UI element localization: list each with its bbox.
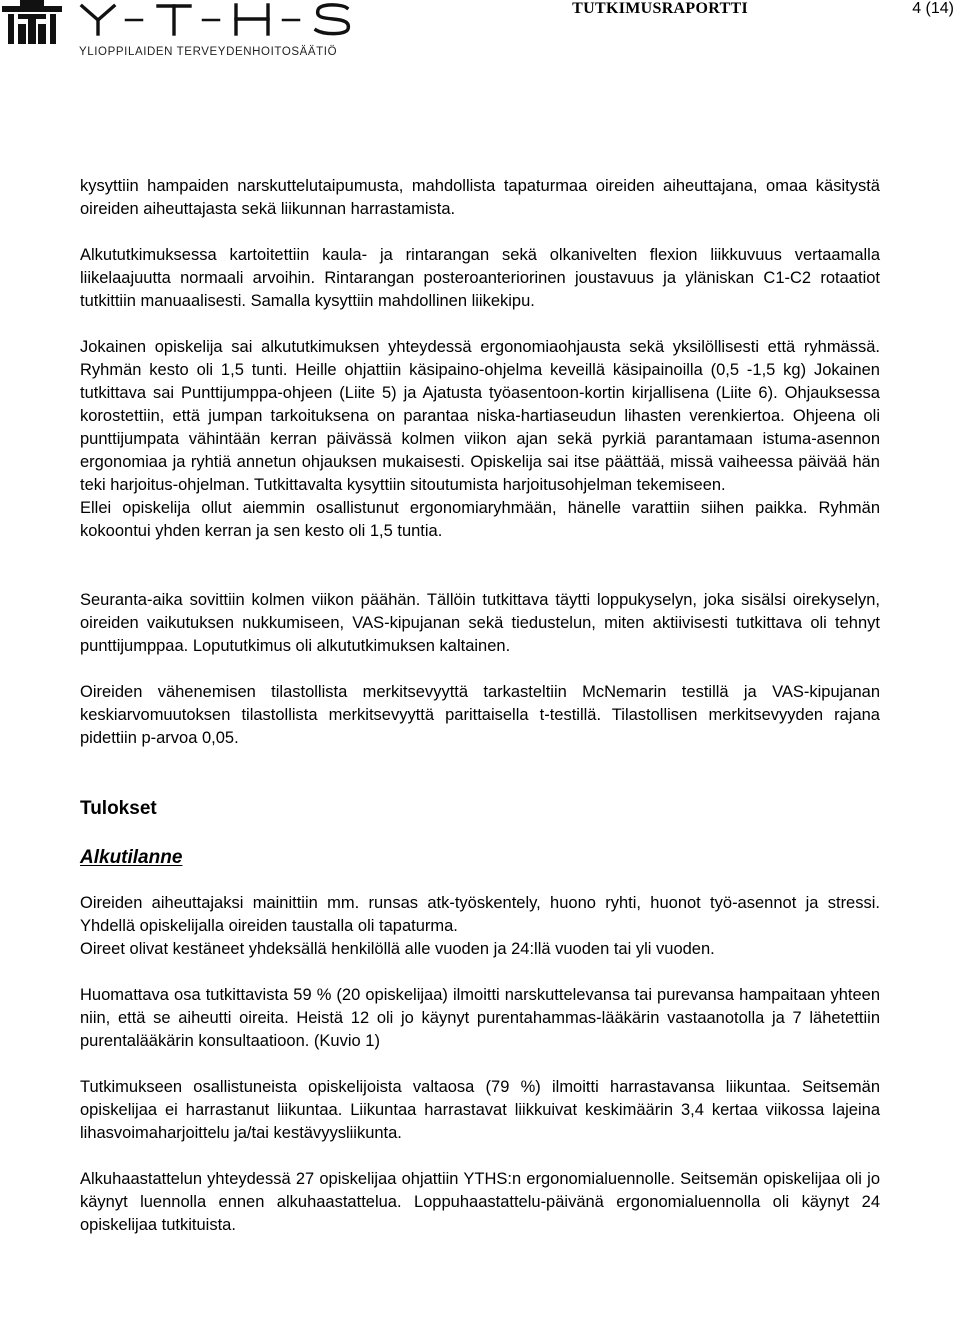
paragraph: Seuranta-aika sovittiin kolmen viikon päähän. Tällöin tutkittava täytti loppukyselyn, joka sisälsi oirekyselyn, oireiden vaikutuksen nukkumiseen, VAS-kipujanan sekä tiedustelun, miten aktiivisesti tutkittava oli tehnyt punttijumppaa. Lopututkimus oli alkututkimuksen kaltainen. [80,591,880,655]
paragraph: Huomattava osa tutkittavista 59 % (20 opiskelijaa) ilmoitti narskuttelevansa tai purevansa hampaitaan yhteen niin, että se aiheutti oireita. Heistä 12 oli jo käynyt purentahammas-lääkärin vastaanotolla ja 7 lähetettiin purentalääkärin konsultaatioon. (Kuvio 1) [80,986,880,1050]
paragraph: Alkuhaastattelun yhteydessä 27 opiskelijaa ohjattiin YTHS:n ergonomialuennolle. Seitsemän opiskelijaa oli jo käynyt luennolla ennen alkuhaastattelua. Loppuhaastattelu-päivänä ergonomialuennolla oli käynyt 24 opiskelijaa tutkituista. [80,1170,880,1234]
paragraph: Ellei opiskelija ollut aiemmin osallistunut ergonomiaryhmään, hänelle varattiin siihen paikka. Ryhmän kokoontui yhden kerran ja sen kesto oli 1,5 tuntia. [80,499,880,540]
paragraph: Oireiden vähenemisen tilastollista merkitsevyyttä tarkasteltiin McNemarin testillä ja VAS-kipujanan keskiarvomuutoksen tilastollista merkitsevyyttä parittaisella t-testillä. Tilastollisen merkitsevyyden rajana pidettiin p-arvoa 0,05. [80,683,880,747]
yths-logo [2,0,402,58]
paragraph: kysyttiin hampaiden narskuttelutaipumusta, mahdollista tapaturmaa oireiden aiheuttajana, omaa käsitystä oireiden aiheuttajasta sekä liikunnan harrastamista. [80,177,880,218]
yths-logo-mark [2,0,402,46]
paragraph: Oireet olivat kestäneet yhdeksällä henkilöllä alle vuoden ja 24:llä vuoden tai yli vuoden. [80,940,715,958]
subsection-heading-baseline: Alkutilanne [80,847,183,868]
document-body [80,175,880,1237]
paragraph: Tutkimukseen osallistuneista opiskelijoista valtaosa (79 %) ilmoitti harrastavansa liikuntaa. Seitsemän opiskelijaa ei harrastanut liikuntaa. Liikuntaa harrastavat liikkuivat keskimäärin 3,4 kertaa viikossa lajeina lihasvoimaharjoittelu ja/tai kestävyysliikunta. [80,1078,880,1142]
logo-subtitle: YLIOPPILAIDEN TERVEYDENHOITOSÄÄTIÖ [79,46,338,58]
page-header [0,0,960,60]
paragraph: Jokainen opiskelija sai alkututkimuksen yhteydessä ergonomiaohjausta sekä yksilöllisesti että ryhmässä. Ryhmän kesto oli 1,5 tunti. Heille ohjattiin käsipaino-ohjelma keveillä käsipainoilla (0,5 -1,5 kg) Jokainen tutkittava sai Punttijumppa-ohjeen (Liite 5) ja Ajatusta työasentoon-kortin kirjallisena (Liite 6). Ohjauksessa korostettiin, että jumpan tarkoituksena on parantaa niska-hartiaseudun lihasten verenkiertoa. Ohjeena oli punttijumpata vähintään kerran päivässä kolmen viikon ajan sekä pyrkiä parantamaan istuma-asennon ergonomiaa ja ryhtiä annetun ohjauksen mukaisesti. Opiskelija sai itse päättää, missä vaiheessa päivää hän teki harjoitus-ohjelman. Tutkittavalta kysyttiin sitoutumista harjoitusohjelman tekemiseen. [80,338,880,494]
paragraph: Alkututkimuksessa kartoitettiin kaula- ja rintarangan sekä olkanivelten flexion liikkuvuus vertaamalla liikelaajuutta normaali arvoihin. Rintarangan posteroanteriorinen joustavuus ja yläniskan C1-C2 rotaatiot tutkittiin manuaalisesti. Samalla kysyttiin mahdollinen liikekipu. [80,246,880,310]
section-heading-results: Tulokset [80,798,157,819]
paragraph: Oireiden aiheuttajaksi mainittiin mm. runsas atk-työskentely, huono ryhti, huonot työ-asennot ja stressi. Yhdellä opiskelijalla oireiden taustalla oli tapaturma. [80,894,880,935]
page-number: 4 (14) [912,0,954,17]
report-title: TUTKIMUSRAPORTTI [572,0,748,17]
